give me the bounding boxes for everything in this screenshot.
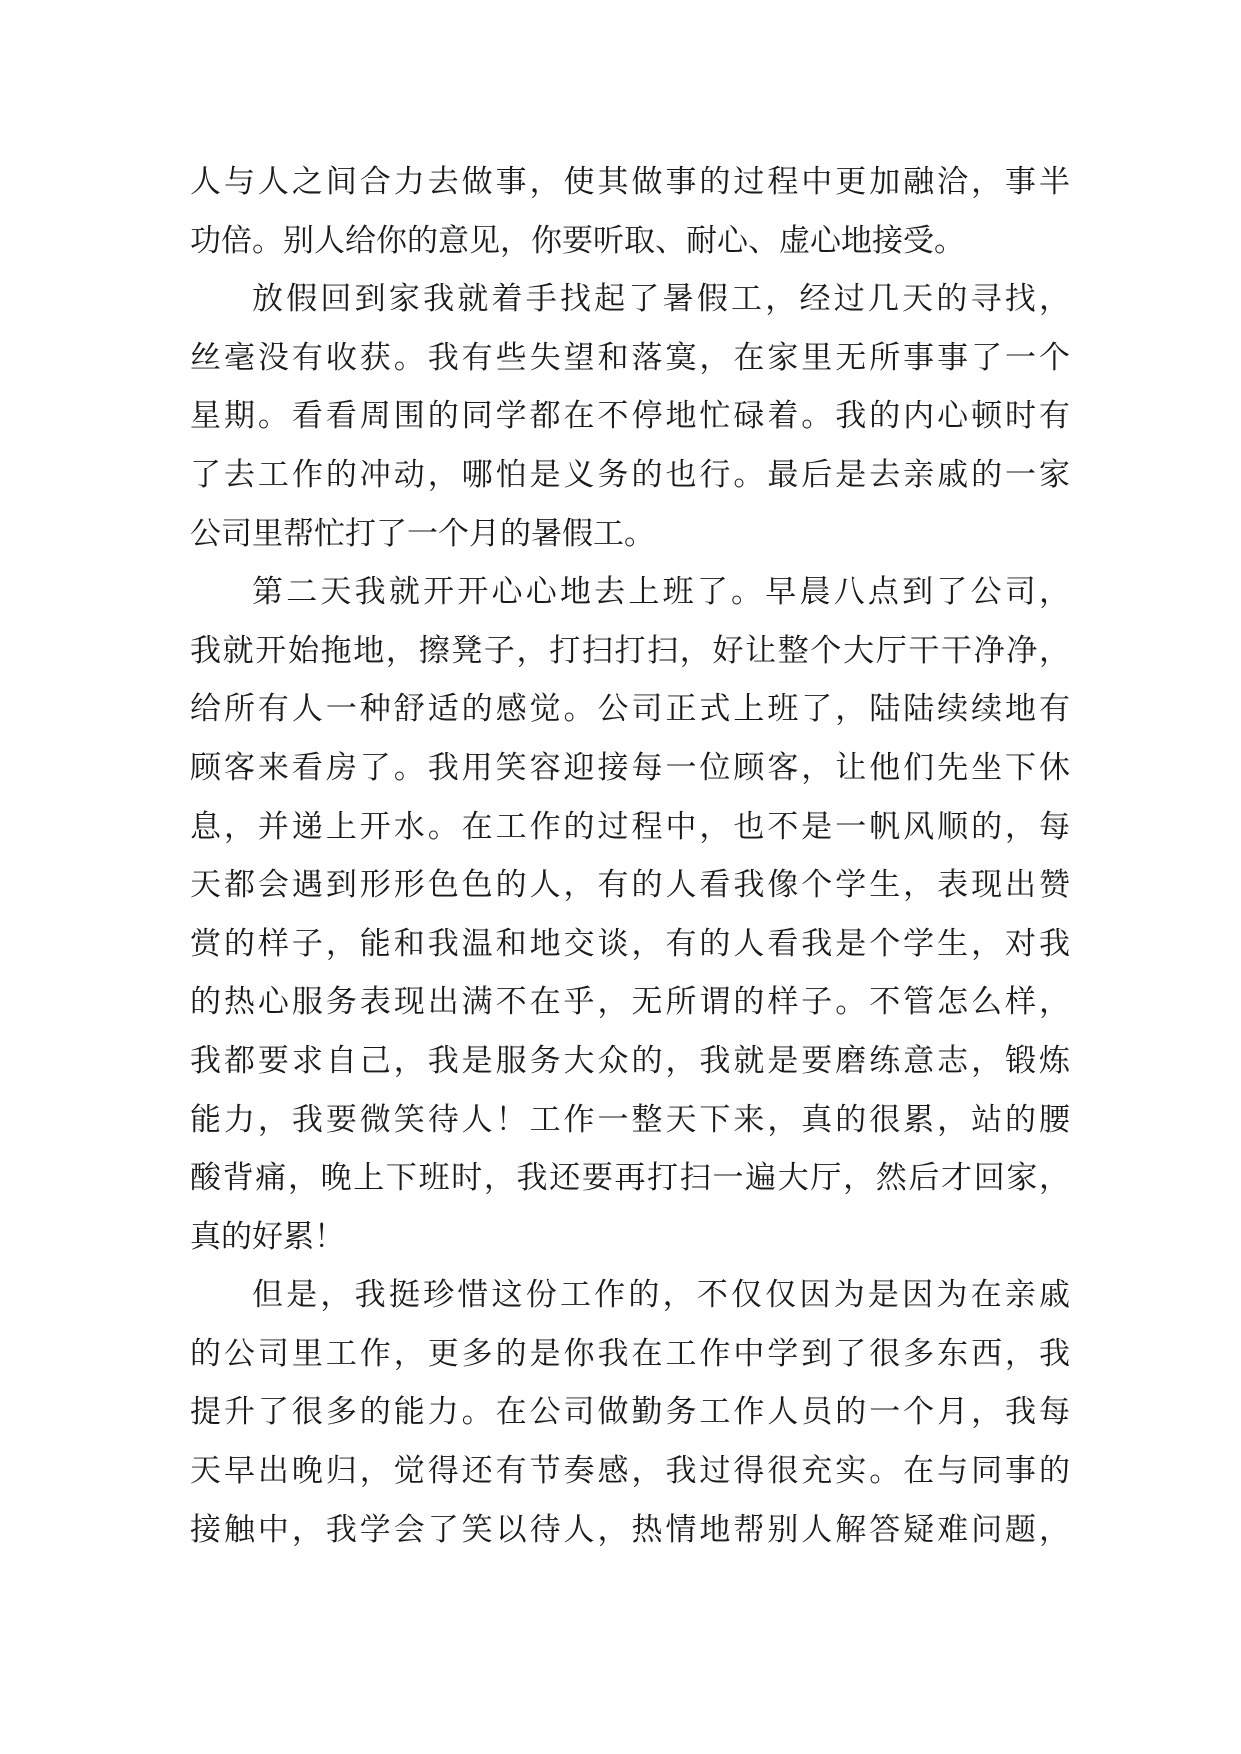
text-line: 息，并递上开水。在工作的过程中，也不是一帆风顺的，每 (190, 808, 1070, 845)
text-line: 给所有人一种舒适的感觉。公司正式上班了，陆陆续续地有 (190, 691, 1070, 728)
text-line: 天都会遇到形形色色的人，有的人看我像个学生，表现出赞 (190, 867, 1070, 904)
text-line: 我就开始拖地，擦凳子，打扫打扫，好让整个大厅干干净净， (190, 632, 1070, 669)
text-line: 提升了很多的能力。在公司做勤务工作人员的一个月，我每 (190, 1394, 1070, 1431)
text-line: 放假回到家我就着手找起了暑假工，经过几天的寻找， (252, 281, 1070, 318)
text-line: 了去工作的冲动，哪怕是义务的也行。最后是去亲戚的一家 (190, 456, 1070, 493)
text-line: 酸背痛，晚上下班时，我还要再打扫一遍大厅，然后才回家， (190, 1160, 1070, 1197)
text-line: 天早出晚归，觉得还有节奏感，我过得很充实。在与同事的 (190, 1453, 1070, 1490)
text-line: 赏的样子，能和我温和地交谈，有的人看我是个学生，对我 (190, 925, 1070, 962)
text-line: 的公司里工作，更多的是你我在工作中学到了很多东西，我 (190, 1335, 1070, 1372)
text-line: 顾客来看房了。我用笑容迎接每一位顾客，让他们先坐下休 (190, 749, 1070, 786)
text-line: 第二天我就开开心心地去上班了。早晨八点到了公司， (252, 574, 1070, 611)
text-line: 但是，我挺珍惜这份工作的，不仅仅因为是因为在亲戚 (252, 1277, 1070, 1314)
text-line: 接触中，我学会了笑以待人，热情地帮别人解答疑难问题， (190, 1511, 1070, 1548)
paragraph (190, 153, 1070, 270)
paragraph (190, 270, 1070, 563)
text-line: 公司里帮忙打了一个月的暑假工。 (190, 515, 655, 552)
text-line: 丝毫没有收获。我有些失望和落寞，在家里无所事事了一个 (190, 339, 1070, 376)
text-line: 功倍。别人给你的意见，你要听取、耐心、虚心地接受。 (190, 222, 965, 259)
text-line: 真的好累！ (190, 1218, 345, 1255)
text-line: 能力，我要微笑待人！工作一整天下来，真的很累，站的腰 (190, 1101, 1070, 1138)
text-line: 我都要求自己，我是服务大众的，我就是要磨练意志，锻炼 (190, 1042, 1070, 1079)
text-line: 的热心服务表现出满不在乎，无所谓的样子。不管怎么样， (190, 984, 1070, 1021)
text-line: 人与人之间合力去做事，使其做事的过程中更加融洽，事半 (190, 164, 1070, 200)
body-text (190, 153, 1070, 1559)
text-line: 星期。看看周围的同学都在不停地忙碌着。我的内心顿时有 (190, 398, 1070, 435)
paragraph (190, 1266, 1070, 1559)
paragraph (190, 563, 1070, 1266)
